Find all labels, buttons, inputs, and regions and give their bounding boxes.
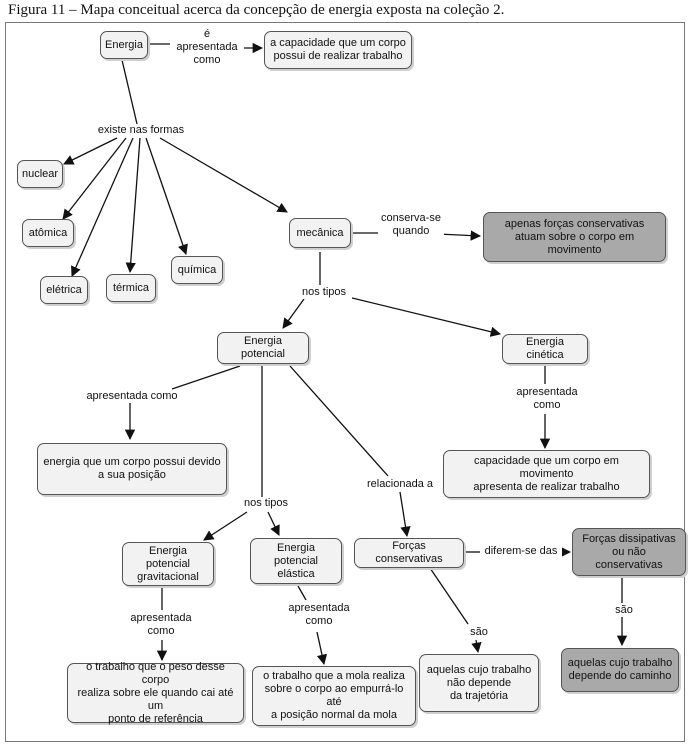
link-relacionada-a: relacionada a xyxy=(360,478,440,491)
link-conserva-se-quando: conserva-se quando xyxy=(378,212,444,238)
figure-caption: Figura 11 – Mapa conceitual acerca da concepção de energia exposta na coleção 2. xyxy=(8,2,505,18)
node-capacidade: a capacidade que um corpo possui de realizar trabalho xyxy=(264,31,412,69)
node-forcas-dissipativas: Forças dissipativas ou não conservativas xyxy=(572,528,686,576)
node-mecanica: mecânica xyxy=(289,218,351,248)
link-e-apresentada-como: é apresentada como xyxy=(170,28,244,67)
node-trabalho-peso: o trabalho que o peso desse corpo realiza sobre ele quando cai até um ponto de referência xyxy=(67,663,244,723)
node-ep-gravitacional: Energia potencial gravitacional xyxy=(122,542,214,586)
node-atomica: atômica xyxy=(22,219,74,247)
node-eletrica: elétrica xyxy=(40,276,88,304)
node-energia-posicao: energia que um corpo possui devido a sua posição xyxy=(37,443,227,495)
node-energia-cinetica: Energia cinética xyxy=(502,334,588,364)
link-apresentada-como-1: apresentada como xyxy=(82,390,182,403)
link-apresentada-como-4: apresentada como xyxy=(282,602,356,628)
link-nos-tipos-1: nos tipos xyxy=(296,286,352,299)
link-existe-nas-formas: existe nas formas xyxy=(93,124,189,137)
link-apresentada-como-3: apresentada como xyxy=(124,612,198,638)
node-ep-elastica: Energia potencial elástica xyxy=(250,538,342,584)
node-quimica: química xyxy=(171,256,223,284)
node-trabalho-mola: o trabalho que a mola realiza sobre o corpo ao empurrá-lo até a posição normal da mola xyxy=(252,666,416,726)
link-diferem-se-das: diferem-se das xyxy=(480,545,562,558)
node-forcas-conservativas-atuam: apenas forças conservativas atuam sobre o corpo em movimento xyxy=(483,212,666,262)
node-forcas-conservativas: Forças conservativas xyxy=(354,538,464,568)
link-sao-1: são xyxy=(462,626,496,639)
node-nao-depende: aquelas cujo trabalho não depende da trajetória xyxy=(419,654,539,712)
link-sao-2: são xyxy=(607,604,641,617)
node-nuclear: nuclear xyxy=(17,160,63,188)
link-nos-tipos-2: nos tipos xyxy=(238,497,294,510)
link-apresentada-como-2: apresentada como xyxy=(510,386,584,412)
node-capacidade-movimento: capacidade que um corpo em movimento apresenta de realizar trabalho xyxy=(443,450,650,498)
node-termica: térmica xyxy=(106,274,156,302)
node-energia-potencial: Energia potencial xyxy=(217,332,309,364)
node-energia: Energia xyxy=(100,31,148,59)
node-depende: aquelas cujo trabalho depende do caminho xyxy=(561,648,679,692)
